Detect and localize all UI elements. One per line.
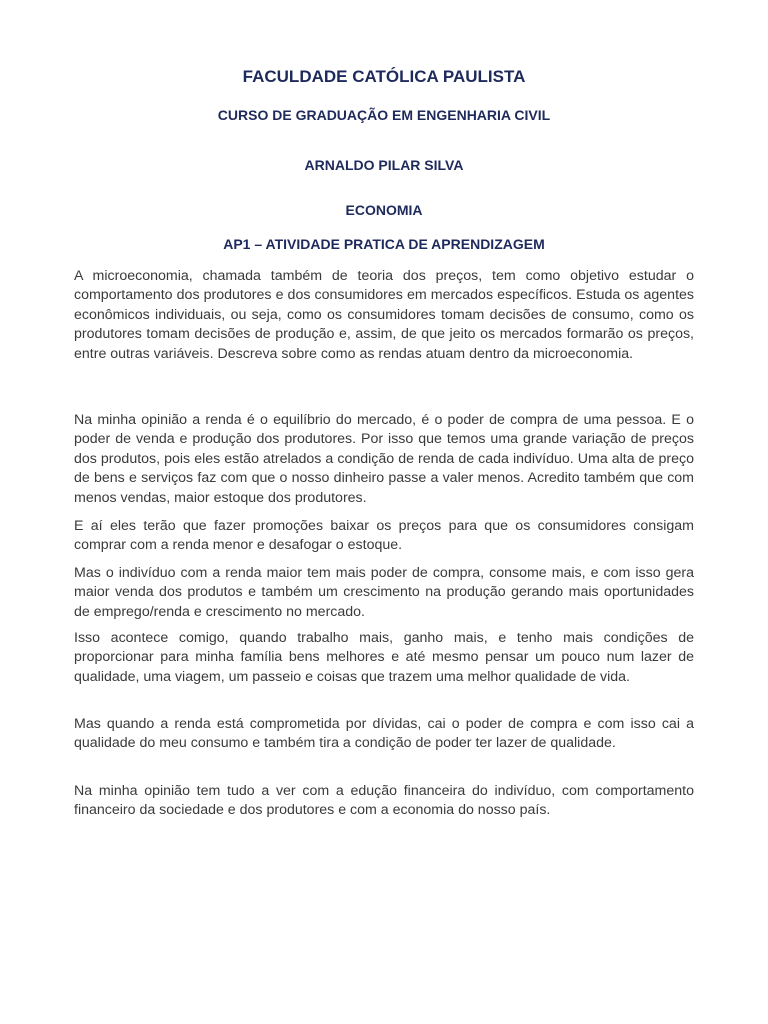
answer-paragraph-5: Mas quando a renda está comprometida por dívidas, cai o poder de compra e com isso cai a qualidade do meu consumo e também tira a condição de poder ter lazer de qualidade. xyxy=(74,716,694,752)
subject-title: ECONOMIA xyxy=(345,202,423,218)
answer-paragraph-6: Na minha opinião tem tudo a ver com a edução financeira do indivíduo, com comportamento financeiro da sociedade e dos produtores e com a economia do nosso país. xyxy=(74,783,694,819)
activity-title: AP1 – ATIVIDADE PRATICA DE APRENDIZAGEM xyxy=(223,236,545,252)
institution-title: FACULDADE CATÓLICA PAULISTA xyxy=(242,67,526,86)
answer-paragraph-3: Mas o indivíduo com a renda maior tem mais poder de compra, consome mais, e com isso gera maior venda dos produtos e também um crescimento na produção gerando mais oportunidades de emprego/renda e crescimento no mercado. xyxy=(74,565,694,620)
question-paragraph: A microeconomia, chamada também de teoria dos preços, tem como objetivo estudar o comportamento dos produtores e dos consumidores em mercados específicos. Estuda os agentes econômicos individuais, ou seja, como os consumidores tomam decisões de consumo, como os produtores tomam decisões de produção e, assim, de que jeito os mercados formarão os preços, entre outras variáveis. Descreva sobre como as rendas atuam dentro da microeconomia. xyxy=(74,268,694,362)
course-title: CURSO DE GRADUAÇÃO EM ENGENHARIA CIVIL xyxy=(217,107,551,123)
answer-paragraph-1: Na minha opinião a renda é o equilíbrio do mercado, é o poder de compra de uma pessoa. E o poder de venda e produção dos produtores. Por isso que temos uma grande variação de preços dos produtos, pois eles estão atrelados a condição de renda de cada indivíduo. Uma alta de preço de bens e serviços faz com que o nosso dinheiro passe a valer menos. Acredito também que com menos vendas, maior estoque dos produtores. xyxy=(74,412,694,506)
author-name: ARNALDO PILAR SILVA xyxy=(304,157,464,173)
answer-paragraph-4: Isso acontece comigo, quando trabalho mais, ganho mais, e tenho mais condições de proporcionar para minha família bens melhores e até mesmo pensar um pouco num lazer de qualidade, uma viagem, um passeio e coisas que trazem uma melhor qualidade de vida. xyxy=(74,630,694,685)
answer-paragraph-2: E aí eles terão que fazer promoções baixar os preços para que os consumidores consigam comprar com a renda menor e desafogar o estoque. xyxy=(74,518,694,554)
